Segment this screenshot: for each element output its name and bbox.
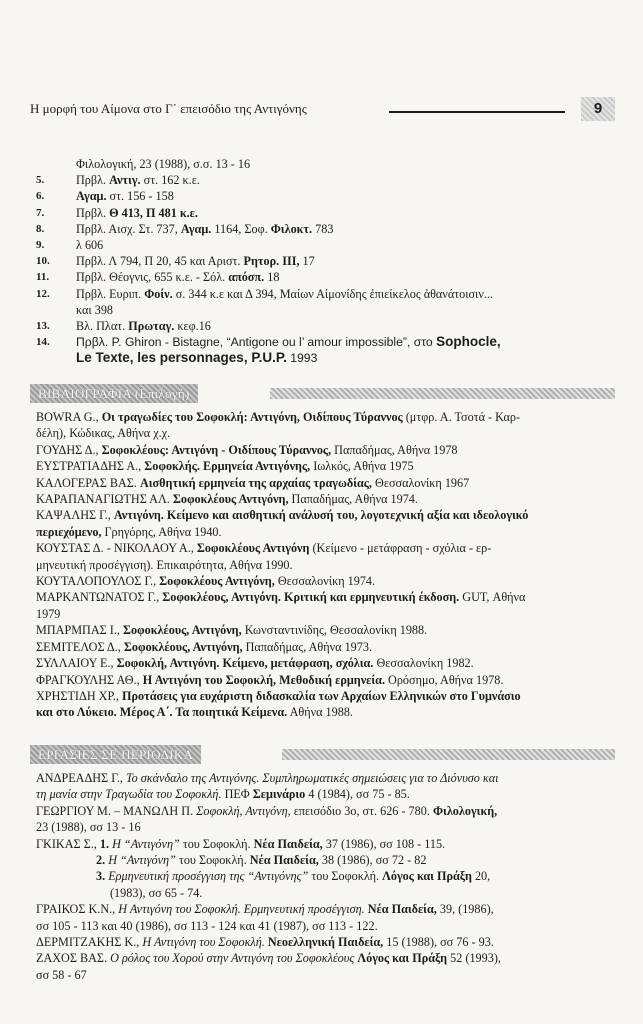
article-continuation: (1983), σσ 65 - 74. [110, 885, 203, 900]
note-text: Πρβλ. Ευριπ. Φοίν. σ. 344 κ.ε και Δ 394, Μαίων Αἱμονίδης ἐπιείκελος ἀθανάτοισιν... [76, 286, 493, 301]
articles-heading: ΕΡΓΑΣΙΕΣ ΣΕ ΠΕΡΙΟΔΙΚΑ [30, 745, 201, 764]
bibliography-list [36, 409, 611, 721]
note-14 [36, 334, 611, 350]
article-entry: ΑΝΔΡΕΑΔΗΣ Γ., Το σκάνδαλο της Αντιγόνης. Συμπληρωματικές σημειώσεις για το Διόνυσο και τη μανία στην Τραγωδία του Σοφοκλή. ΠΕΦ Σεμινάριο 4 (1984), σσ 75 - 85. [36, 771, 499, 802]
note-continuation: Φιλολογική, 23 (1988), σ.σ. 13 - 16 [76, 157, 251, 171]
articles-heading-bar [30, 745, 615, 764]
note-text: Αγαμ. στ. 156 - 158 [76, 189, 174, 204]
page-number: 9 [581, 97, 615, 121]
bibliography-entry: ΓΟΥΔΗΣ Δ., Σοφοκλέους: Αντιγόνη - Οιδίπους Τύραννος, Παπαδήμας, Αθήνα 1978 [36, 442, 458, 457]
note-8 [36, 221, 611, 237]
bibliography-entry: ΚΑΨΑΛΗΣ Γ., Αντιγόνη. Κείμενο και αισθητική ανάλυσή του, λογοτεχνική αξία και ιδεολογικό περιεχόμενο, Γρηγόρης, Αθήνα 1940. [36, 508, 529, 539]
note-number: 6. [36, 190, 45, 203]
note-10 [36, 253, 611, 269]
note-number: 14. [36, 336, 50, 349]
note-6 [36, 188, 611, 204]
note-14-continuation: Le Texte, les personnages, P.U.P. 1993 [76, 350, 318, 366]
note-text: Πρβλ. Θ 413, Π 481 κ.ε. [76, 205, 198, 220]
note-number: 11. [36, 271, 50, 284]
note-5 [36, 172, 611, 188]
note-text: Πρβλ. P. Ghiron - Bistagne, “Antigone ou l’ amour impossible”, στο Sophocle, [76, 334, 501, 350]
bibliography-entry: ΚΟΥΤΑΛΟΠΟΥΛΟΣ Γ., Σοφοκλέους Αντιγόνη, Θεσσαλονίκη 1974. [36, 574, 376, 589]
bibliography-heading: ΒΙΒΛΙΟΓΡΑΦΙΑ (Επιλογή) [30, 384, 198, 403]
heading-stripe [282, 749, 615, 760]
header-rule [389, 111, 565, 113]
bibliography-entry: BOWRA G., Οι τραγωδίες του Σοφοκλή: Αντιγόνη, Οιδίπους Τύραννος (μτφρ. Α. Τσοτά - Καρ- δέλη), Κώδικας, Αθήνα χ.χ. [36, 410, 521, 441]
note-text: Βλ. Πλατ. Πρωταγ. κεφ.16 [76, 319, 211, 334]
note-12 [36, 286, 611, 302]
note-text: λ 606 [76, 238, 104, 253]
note-7 [36, 205, 611, 221]
bibliography-entry: ΚΟΥΣΤΑΣ Δ. - ΝΙΚΟΛΑΟΥ Α., Σοφοκλέους Αντιγόνη (Κείμενο - μετάφραση - σχόλια - ερ- μηνευτική προσέγγιση). Επικαιρότητα, Αθήνα 1990. [36, 541, 492, 572]
bibliography-entry: ΣΥΛΛΑΙΟΥ Ε., Σοφοκλή, Αντιγόνη. Κείμενο, μετάφραση, σχόλια. Θεσσαλονίκη 1982. [36, 656, 474, 671]
note-text: Πρβλ. Θέογνις, 655 κ.ε. - Σόλ. απόσπ. 18 [76, 270, 280, 285]
article-entry: ΔΕΡΜΙΤΖΑΚΗΣ Κ., Η Αντιγόνη του Σοφοκλή. Νεοελληνική Παιδεία, 15 (1988), σσ 76 - 93. [36, 935, 494, 950]
bibliography-entry: ΜΑΡΚΑΝΤΩΝΑΤΟΣ Γ., Σοφοκλέους, Αντιγόνη. Κριτική και ερμηνευτική έκδοση. GUT, Αθήνα 1979 [36, 590, 526, 621]
articles-list [36, 770, 611, 983]
bibliography-entry: ΜΠΑΡΜΠΑΣ Ι., Σοφοκλέους, Αντιγόνη, Κωνσταντινίδης, Θεσσαλονίκη 1988. [36, 623, 428, 638]
page-header [30, 97, 615, 119]
article-entry: ΓΡΑΙΚΟΣ Κ.Ν., Η Αντιγόνη του Σοφοκλή. Ερμηνευτική προσέγγιση. Νέα Παιδεία, 39, (1986), σσ 105 - 113 και 40 (1986), σσ 113 - 124 και 41 (1987), σσ 113 - 122. [36, 902, 494, 933]
bibliography-heading-bar [30, 384, 615, 403]
article-entry: ΓΕΩΡΓΙΟΥ Μ. – ΜΑΝΩΛΗ Π. Σοφοκλή, Αντιγόνη, επεισόδιο 3ο, στ. 626 - 780. Φιλολογική, 23 (1988), σσ 13 - 16 [36, 803, 498, 835]
bibliography-entry: ΧΡΗΣΤΙΔΗ ΧΡ., Προτάσεις για ευχάριστη διδασκαλία των Αρχαίων Ελληνικών στο Γυμνάσιο και στο Λύκειο. Μέρος Α΄. Τα ποιητικά Κείμενα. Αθήνα 1988. [36, 688, 521, 720]
article-entry: 3. Ερμηνευτική προσέγγιση της “Αντιγόνης” του Σοφοκλή. Λόγος και Πράξη 20, [96, 869, 491, 884]
note-number: 12. [36, 287, 50, 300]
bibliography-entry: ΕΥΣΤΡΑΤΙΑΔΗΣ Α., Σοφοκλής. Ερμηνεία Αντιγόνης, Ιωλκός, Αθήνα 1975 [36, 459, 414, 474]
article-entry: ΖΑΧΟΣ ΒΑΣ. Ο ρόλος του Χορού στην Αντιγόνη του Σοφοκλέους Λόγος και Πράξη 52 (1993), σσ 58 - 67 [36, 951, 501, 982]
note-number: 13. [36, 320, 50, 333]
note-text: Πρβλ. Λ 794, Π 20, 45 και Αριστ. Ρητορ. ΙΙΙ, 17 [76, 254, 315, 269]
note-number: 9. [36, 239, 45, 252]
bibliography-entry: ΚΑΛΟΓΕΡΑΣ ΒΑΣ. Αισθητική ερμηνεία της αρχαίας τραγωδίας, Θεσσαλονίκη 1967 [36, 475, 470, 490]
note-12-continuation: και 398 [76, 302, 114, 317]
note-9 [36, 237, 611, 253]
note-13 [36, 318, 611, 334]
note-text: Πρβλ. Αντιγ. στ. 162 κ.ε. [76, 173, 200, 188]
heading-stripe [270, 388, 615, 399]
running-title: Η μορφή του Αίμονα στο Γ΄ επεισόδιο της Αντιγόνης [30, 101, 307, 116]
note-number: 10. [36, 255, 50, 268]
note-number: 8. [36, 222, 45, 235]
endnotes [36, 156, 611, 367]
bibliography-entry: ΣΕΜΙΤΕΛΟΣ Δ., Σοφοκλέους, Αντιγόνη, Παπαδήμας, Αθήνα 1973. [36, 639, 372, 654]
note-11 [36, 269, 611, 285]
article-entry: 2. Η “Αντιγόνη” του Σοφοκλή. Νέα Παιδεία, 38 (1986), σσ 72 - 82 [96, 853, 427, 868]
note-text: Πρβλ. Αισχ. Στ. 737, Αγαμ. 1164, Σοφ. Φιλοκτ. 783 [76, 221, 334, 236]
article-entry: ΓΚΙΚΑΣ Σ., 1. Η “Αντιγόνη” του Σοφοκλή. Νέα Παιδεία, 37 (1986), σσ 108 - 115. [36, 836, 446, 851]
note-number: 7. [36, 206, 45, 219]
bibliography-entry: ΦΡΑΓΚΟΥΛΗΣ ΑΘ., Η Αντιγόνη του Σοφοκλή, Μεθοδική ερμηνεία. Ορόσημο, Αθήνα 1978. [36, 672, 504, 687]
bibliography-entry: ΚΑΡΑΠΑΝΑΓΙΩΤΗΣ ΑΛ. Σοφοκλέους Αντιγόνη, Παπαδήμας, Αθήνα 1974. [36, 492, 418, 507]
note-number: 5. [36, 174, 45, 187]
